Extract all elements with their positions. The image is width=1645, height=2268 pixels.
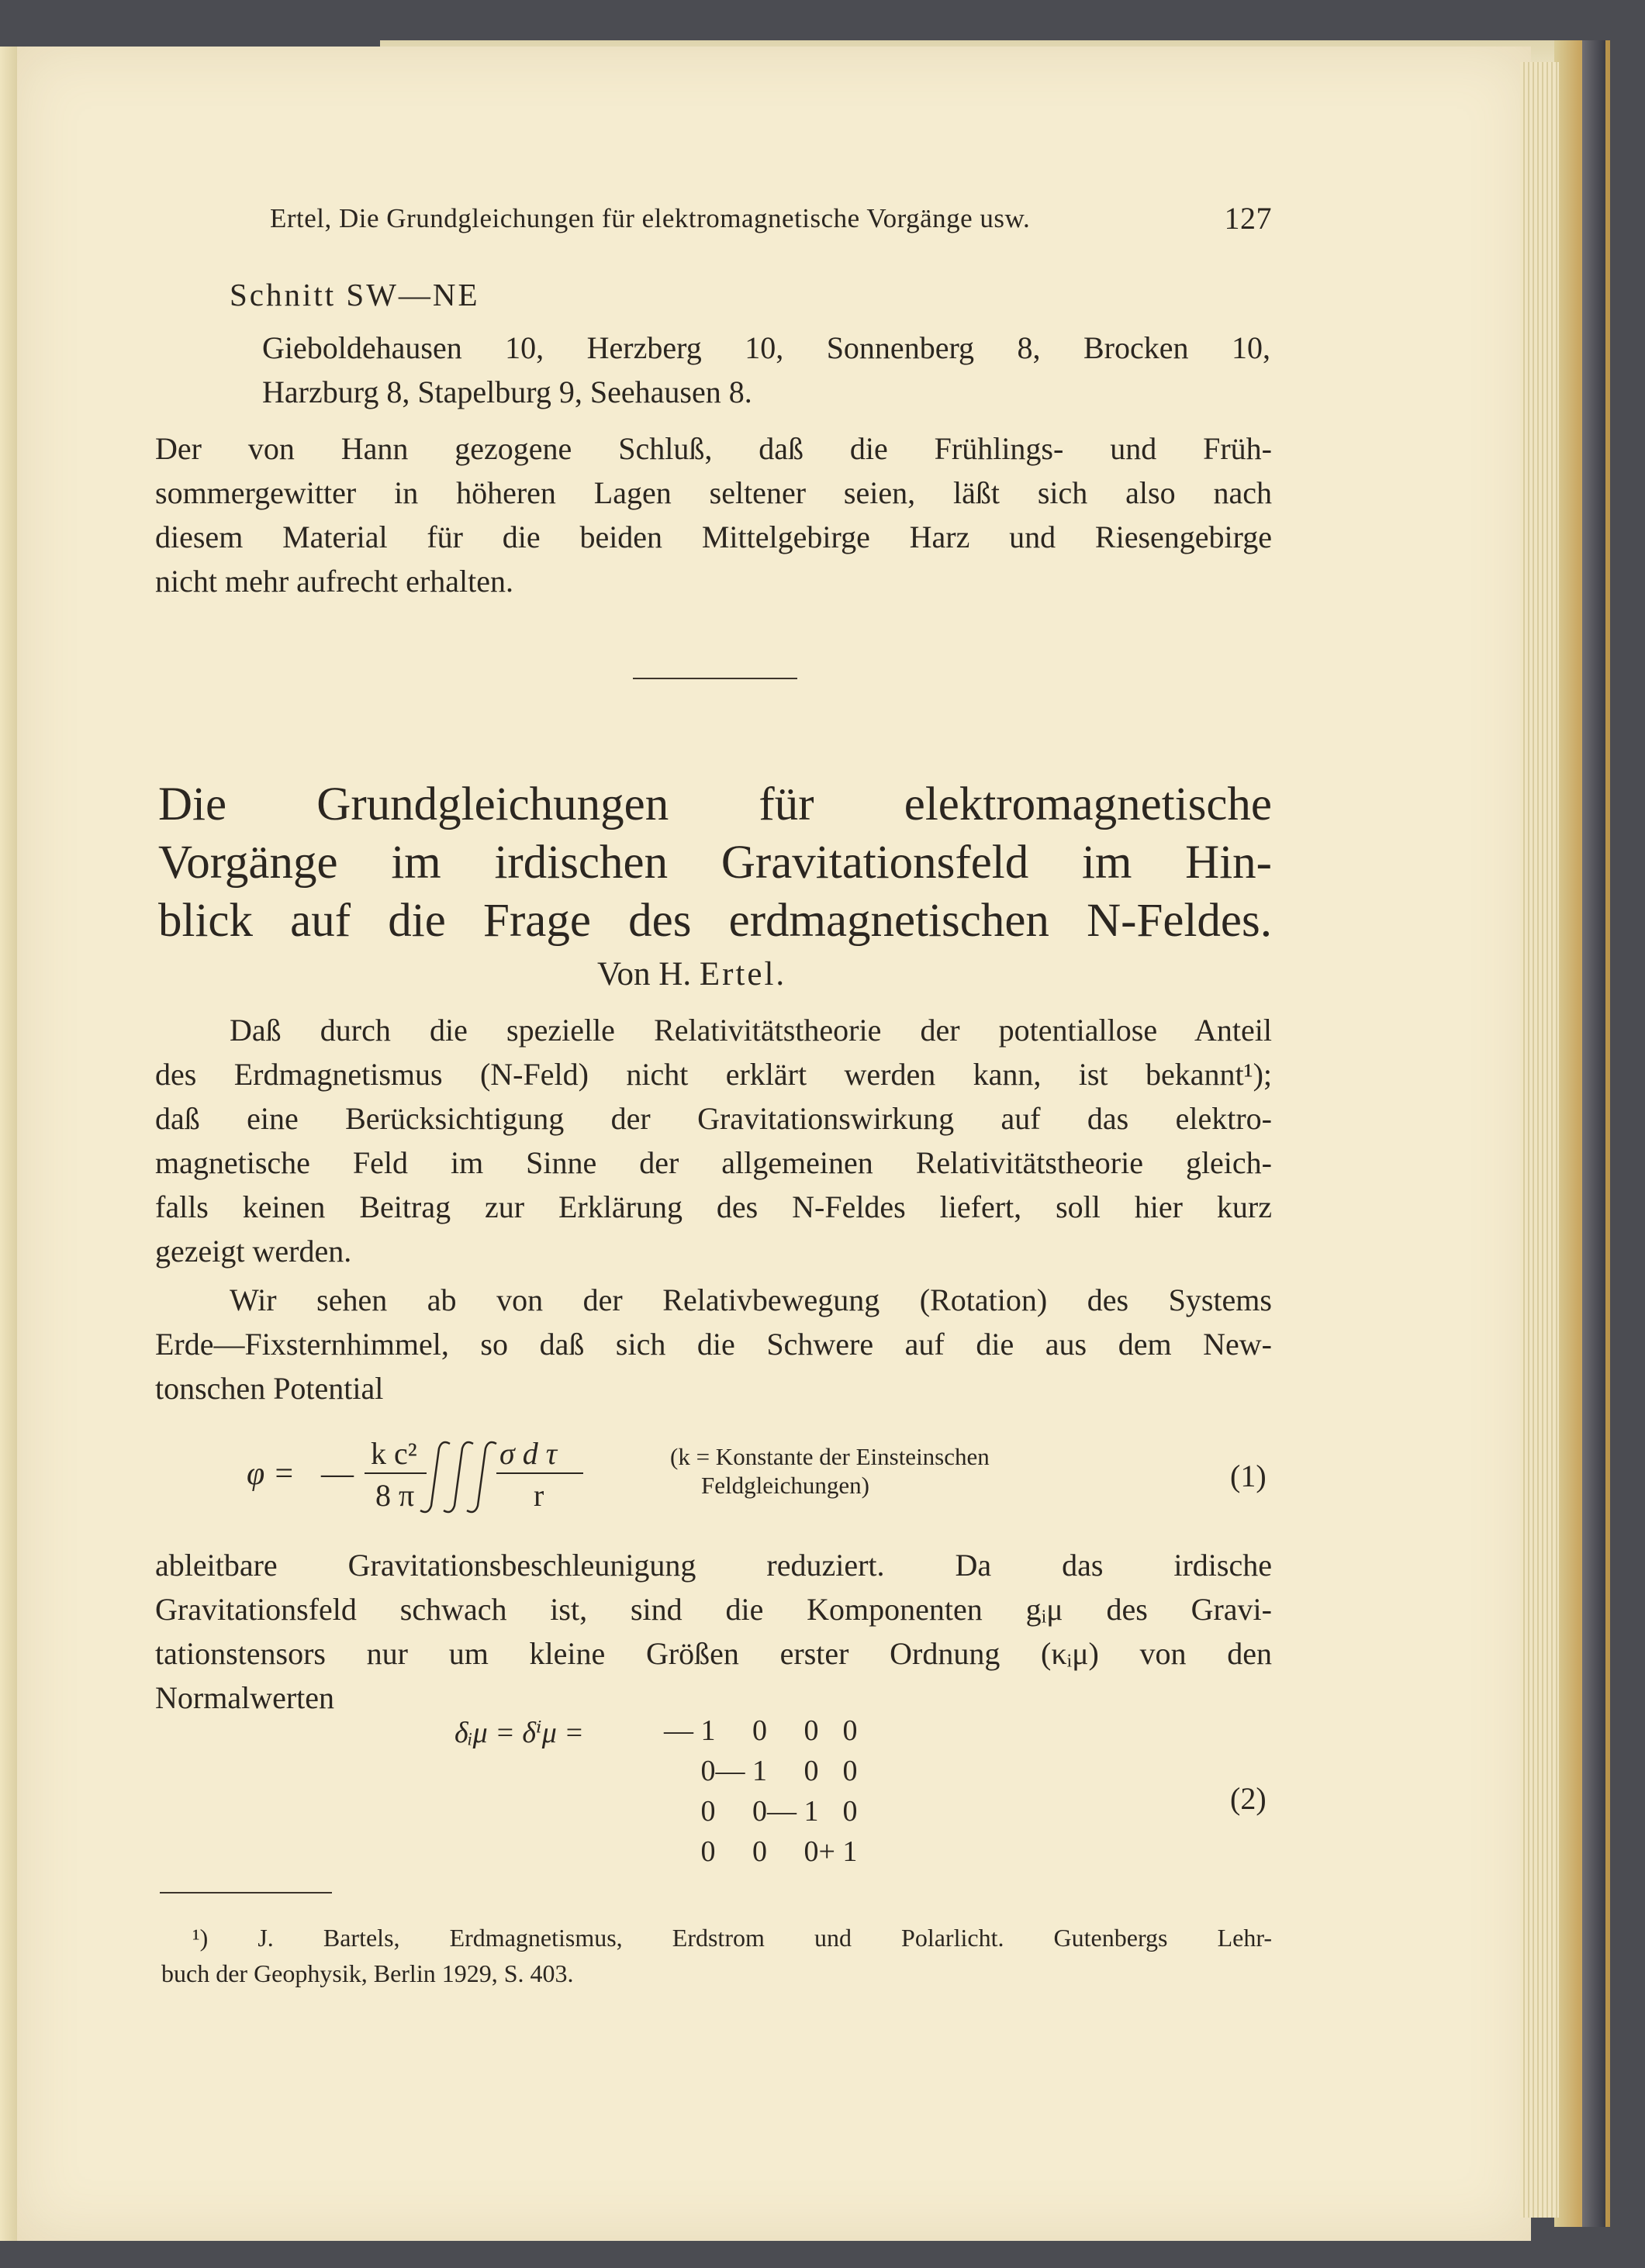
matrix-cell: — 1: [767, 1795, 819, 1828]
author-prefix: Von H.: [597, 956, 692, 992]
matrix-cell: 0: [700, 1835, 716, 1868]
paragraph-intro: [155, 1008, 1272, 1273]
matrix-cell: 0: [842, 1714, 858, 1747]
matrix-cell: 0: [752, 1795, 767, 1828]
eq1-coef-denominator: 8 π: [375, 1478, 415, 1513]
matrix-cell: 0: [803, 1714, 819, 1747]
page-stack-edge: [1520, 62, 1559, 2218]
title-line: blick auf die Frage des erdmagnetischen N-Feldes.: [158, 895, 1272, 947]
matrix-cell: 0: [842, 1795, 858, 1828]
section-divider: [633, 678, 797, 679]
note-line: (k = Konstante der Einsteinschen: [670, 1443, 990, 1470]
matrix-row: [664, 1831, 857, 1872]
text-line: nicht mehr aufrecht erhalten.: [155, 564, 513, 599]
eq2-lhs: δᵢμ = δⁱμ =: [454, 1717, 584, 1749]
matrix-row: [664, 1710, 857, 1751]
text-line: Gravitationsfeld schwach ist, sind die Komponenten gᵢμ des Gravi-: [155, 1592, 1272, 1627]
title-line: Die Grundgleichungen für elektromagnetische: [158, 778, 1272, 830]
eq1-lhs: φ =: [247, 1456, 295, 1492]
matrix-cell: — 1: [715, 1755, 767, 1787]
matrix-cell: 0: [700, 1795, 716, 1828]
paragraph-conclusion: [155, 426, 1272, 603]
places-list: [262, 326, 1270, 414]
integral-sign: [420, 1442, 450, 1512]
equation-1-note: [670, 1442, 990, 1500]
matrix-row: [664, 1791, 857, 1831]
author-name: Ertel.: [699, 956, 787, 992]
text-line: daß eine Berücksichtigung der Gravitationswirkung auf das elektro-: [155, 1101, 1272, 1136]
book-spine: [1582, 40, 1605, 2227]
eq2-matrix: [664, 1710, 857, 1872]
text-line: Normalwerten: [155, 1680, 335, 1715]
matrix-row: [664, 1751, 857, 1791]
matrix-cell: 0: [752, 1835, 767, 1868]
matrix-cell: 0: [842, 1755, 858, 1787]
text-line: falls keinen Beitrag zur Erklärung des N-Feldes liefert, soll hier kurz: [155, 1189, 1272, 1224]
footnote-line: buch der Geophysik, Berlin 1929, S. 403.: [161, 1959, 574, 1987]
places-line: Gieboldehausen 10, Herzberg 10, Sonnenberg 8, Brocken 10,: [262, 330, 1270, 365]
text-line: magnetische Feld im Sinne der allgemeinen Relativitätstheorie gleich-: [155, 1145, 1272, 1180]
eq1-coef-numerator: k c²: [371, 1436, 417, 1471]
text-line: des Erdmagnetismus (N-Feld) nicht erklärt werden kann, ist bekannt¹);: [155, 1057, 1272, 1092]
text-line: Der von Hann gezogene Schluß, daß die Frühlings- und Früh-: [155, 431, 1272, 466]
text-line: ableitbare Gravitationsbeschleunigung reduziert. Da das irdische: [155, 1548, 1272, 1583]
matrix-cell: — 1: [664, 1714, 716, 1747]
equation-2-number: (2): [1230, 1781, 1267, 1816]
paragraph-tensor: [155, 1543, 1272, 1720]
integral-sign: [467, 1442, 496, 1512]
article-author: [597, 955, 786, 993]
matrix-cell: + 1: [818, 1835, 858, 1868]
text-line: tationstensors nur um kleine Größen erster Ordnung (κᵢμ) von den: [155, 1636, 1272, 1671]
matrix-cell: 0: [803, 1835, 819, 1868]
note-line: Feldgleichungen): [701, 1472, 869, 1499]
eq1-sign: —: [321, 1456, 354, 1492]
footnote-line: ¹) J. Bartels, Erdmagnetismus, Erdstrom und Polarlicht. Gutenbergs Lehr-: [192, 1924, 1272, 1952]
text-line: tonschen Potential: [155, 1371, 384, 1406]
section-label: Schnitt SW—NE: [230, 277, 480, 312]
title-line: Vorgänge im irdischen Gravitationsfeld im Hin-: [158, 837, 1272, 889]
matrix-cell: 0: [700, 1755, 716, 1787]
places-line: Harzburg 8, Stapelburg 9, Seehausen 8.: [262, 375, 752, 409]
equation-1: [247, 1434, 611, 1512]
matrix-cell: 0: [803, 1755, 819, 1787]
text-line: Wir sehen ab von der Relativbewegung (Rotation) des Systems: [230, 1282, 1272, 1317]
text-line: gezeigt werden.: [155, 1234, 352, 1269]
matrix-cell: 0: [752, 1714, 767, 1747]
footnote-rule: [160, 1892, 332, 1893]
text-line: Erde—Fixsternhimmel, so daß sich die Schwere auf die aus dem New-: [155, 1327, 1272, 1362]
eq1-integrand-denominator: r: [534, 1478, 544, 1513]
page-number: 127: [1224, 201, 1272, 236]
eq1-integrand-numerator: σ d τ: [499, 1436, 558, 1471]
text-line: Daß durch die spezielle Relativitätstheorie der potentiallose Anteil: [230, 1013, 1272, 1048]
text-line: diesem Material für die beiden Mittelgebirge Harz und Riesengebirge: [155, 520, 1272, 554]
integral-sign: [444, 1442, 473, 1512]
text-line: sommergewitter in höheren Lagen seltener seien, läßt sich also nach: [155, 475, 1272, 510]
equation-1-number: (1): [1230, 1458, 1267, 1493]
article-title: [158, 775, 1272, 950]
footnote: [161, 1920, 1272, 1991]
running-head-title: Ertel, Die Grundgleichungen für elektromagnetische Vorgänge usw.: [270, 203, 1031, 233]
paragraph-newton: [155, 1278, 1272, 1410]
